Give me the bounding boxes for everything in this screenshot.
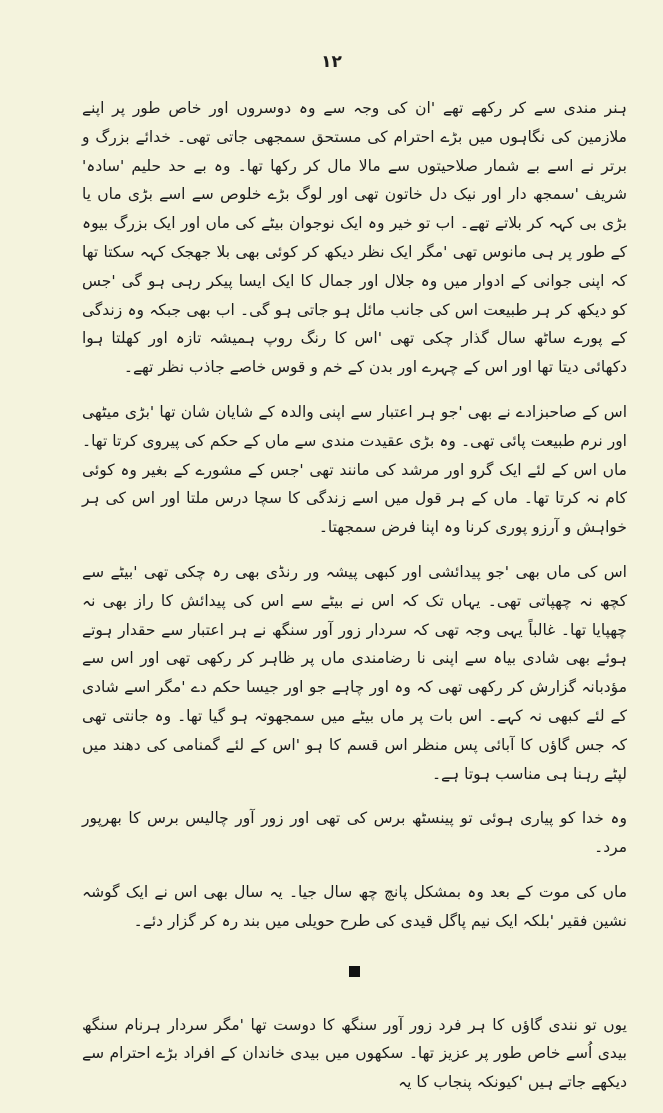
paragraph-3: اس کی ماں بھی 'جو پیدائشی اور کبھی پیشہ ور رنڈی بھی رہ چکی تھی 'بیٹے سے کچھ نہ چھپاتی تھی۔ یہاں تک کہ اس نے بیٹے سے اس کی پیدائش کا راز بھی نہ چھپایا تھا۔ غالباً یہی وجہ تھی کہ سردار زور آور سنگھ نے ہر اعتبار سے حقدار ہوتے ہوئے بھی شادی بیاہ سے اپنی نا رضامندی ماں پر ظاہر کر رکھی تھی اور اس سے مؤدبانہ گزارش کر رکھی تھی کہ وہ اور چاہے جو اور جیسا حکم دے 'مگر اسے شادی کے لئے کبھی نہ کہے۔ اس بات پر ماں بیٹے میں سمجھوتہ ہو گیا تھا۔ وہ جانتی تھی کہ جس گاؤں کا آبائی پس منظر اس قسم کا ہو 'اس کے لئے گمنامی کی دھند میں لپٹے رہنا ہی مناسب ہوتا ہے۔ xyxy=(82,562,627,783)
page-text xyxy=(82,94,627,1113)
paragraph-1: ہنر مندی سے کر رکھے تھے 'ان کی وجہ سے وہ دوسروں اور خاص طور پر اپنے ملازمین کی نگاہوں میں بڑے احترام کی مستحق سمجھی جاتی تھی۔ خدائے بزرگ و برتر نے اسے بے شمار صلاحیتوں سے مالا مال کر رکھا تھا۔ وہ بے حد حلیم 'سادہ' شریف 'سمجھ دار اور نیک دل خاتون تھی اور لوگ بڑے خلوص سے اسے بڑی ماں یا بڑی بی کہہ کر بلاتے تھے۔ اب تو خیر وہ ایک نوجوان بیٹے کی ماں اور ایک بزرگ بیوہ کے طور پر ہی مانوس تھی 'مگر ایک نظر دیکھ کر کوئی بھی بلا جھجک کہہ سکتا تھا کہ اپنی جوانی کے ادوار میں وہ جلال اور جمال کا ایک ایسا پیکر رہی ہو گی 'جس کو دیکھ کر ہر طبیعت اس کی جانب مائل ہو جاتی ہو گی۔ اب بھی جبکہ وہ زندگی کے پورے ساٹھ سال گذار چکی تھی 'اس کا رنگ روپ ہمیشہ تازہ اور کھلتا ہوا دکھائی دیتا تھا اور اس کے چہرے اور بدن کے خم و قوس خاصے جاذب نظر تھے۔ xyxy=(82,99,627,377)
page-number: ۱۲ xyxy=(321,52,342,72)
section-divider xyxy=(349,966,360,977)
closing-paragraph: یوں تو نندی گاؤں کا ہر فرد زور آور سنگھ کا دوست تھا 'مگر سردار ہرنام سنگھ بیدی اُسے خاص طور پر عزیز تھا۔ سکھوں میں بیدی خاندان کے افراد بڑے احترام سے دیکھے جاتے ہیں 'کیونکہ پنجاب کا یہ xyxy=(82,1015,627,1092)
paragraph-4: وہ خدا کو پیاری ہوئی تو پینسٹھ برس کی تھی اور زور آور چالیس برس کا بھرپور مرد۔ xyxy=(82,809,627,857)
paragraph-2: اس کے صاحبزادے نے بھی 'جو ہر اعتبار سے اپنی والدہ کے شایان شان تھا 'بڑی میٹھی اور نرم طبیعت پائی تھی۔ وہ بڑی عقیدت مندی سے ماں کے حکم کی پیروی کرتا تھا۔ ماں اس کے لئے ایک گرو اور مرشد کی مانند تھی 'جس کے مشورے کے بغیر وہ کوئی کام نہ کرتا تھا۔ ماں کے ہر قول میں اسے زندگی کا سچا درس ملتا اور اس کی ہر خواہش و آرزو پوری کرنا وہ اپنا فرض سمجھتا۔ xyxy=(82,402,627,537)
paragraph-5: ماں کی موت کے بعد وہ بمشکل پانچ چھ سال جیا۔ یہ سال بھی اس نے ایک گوشہ نشین فقیر 'بلکہ ایک نیم پاگل قیدی کی طرح حویلی میں بند رہ کر گزار دئے۔ xyxy=(82,882,627,930)
